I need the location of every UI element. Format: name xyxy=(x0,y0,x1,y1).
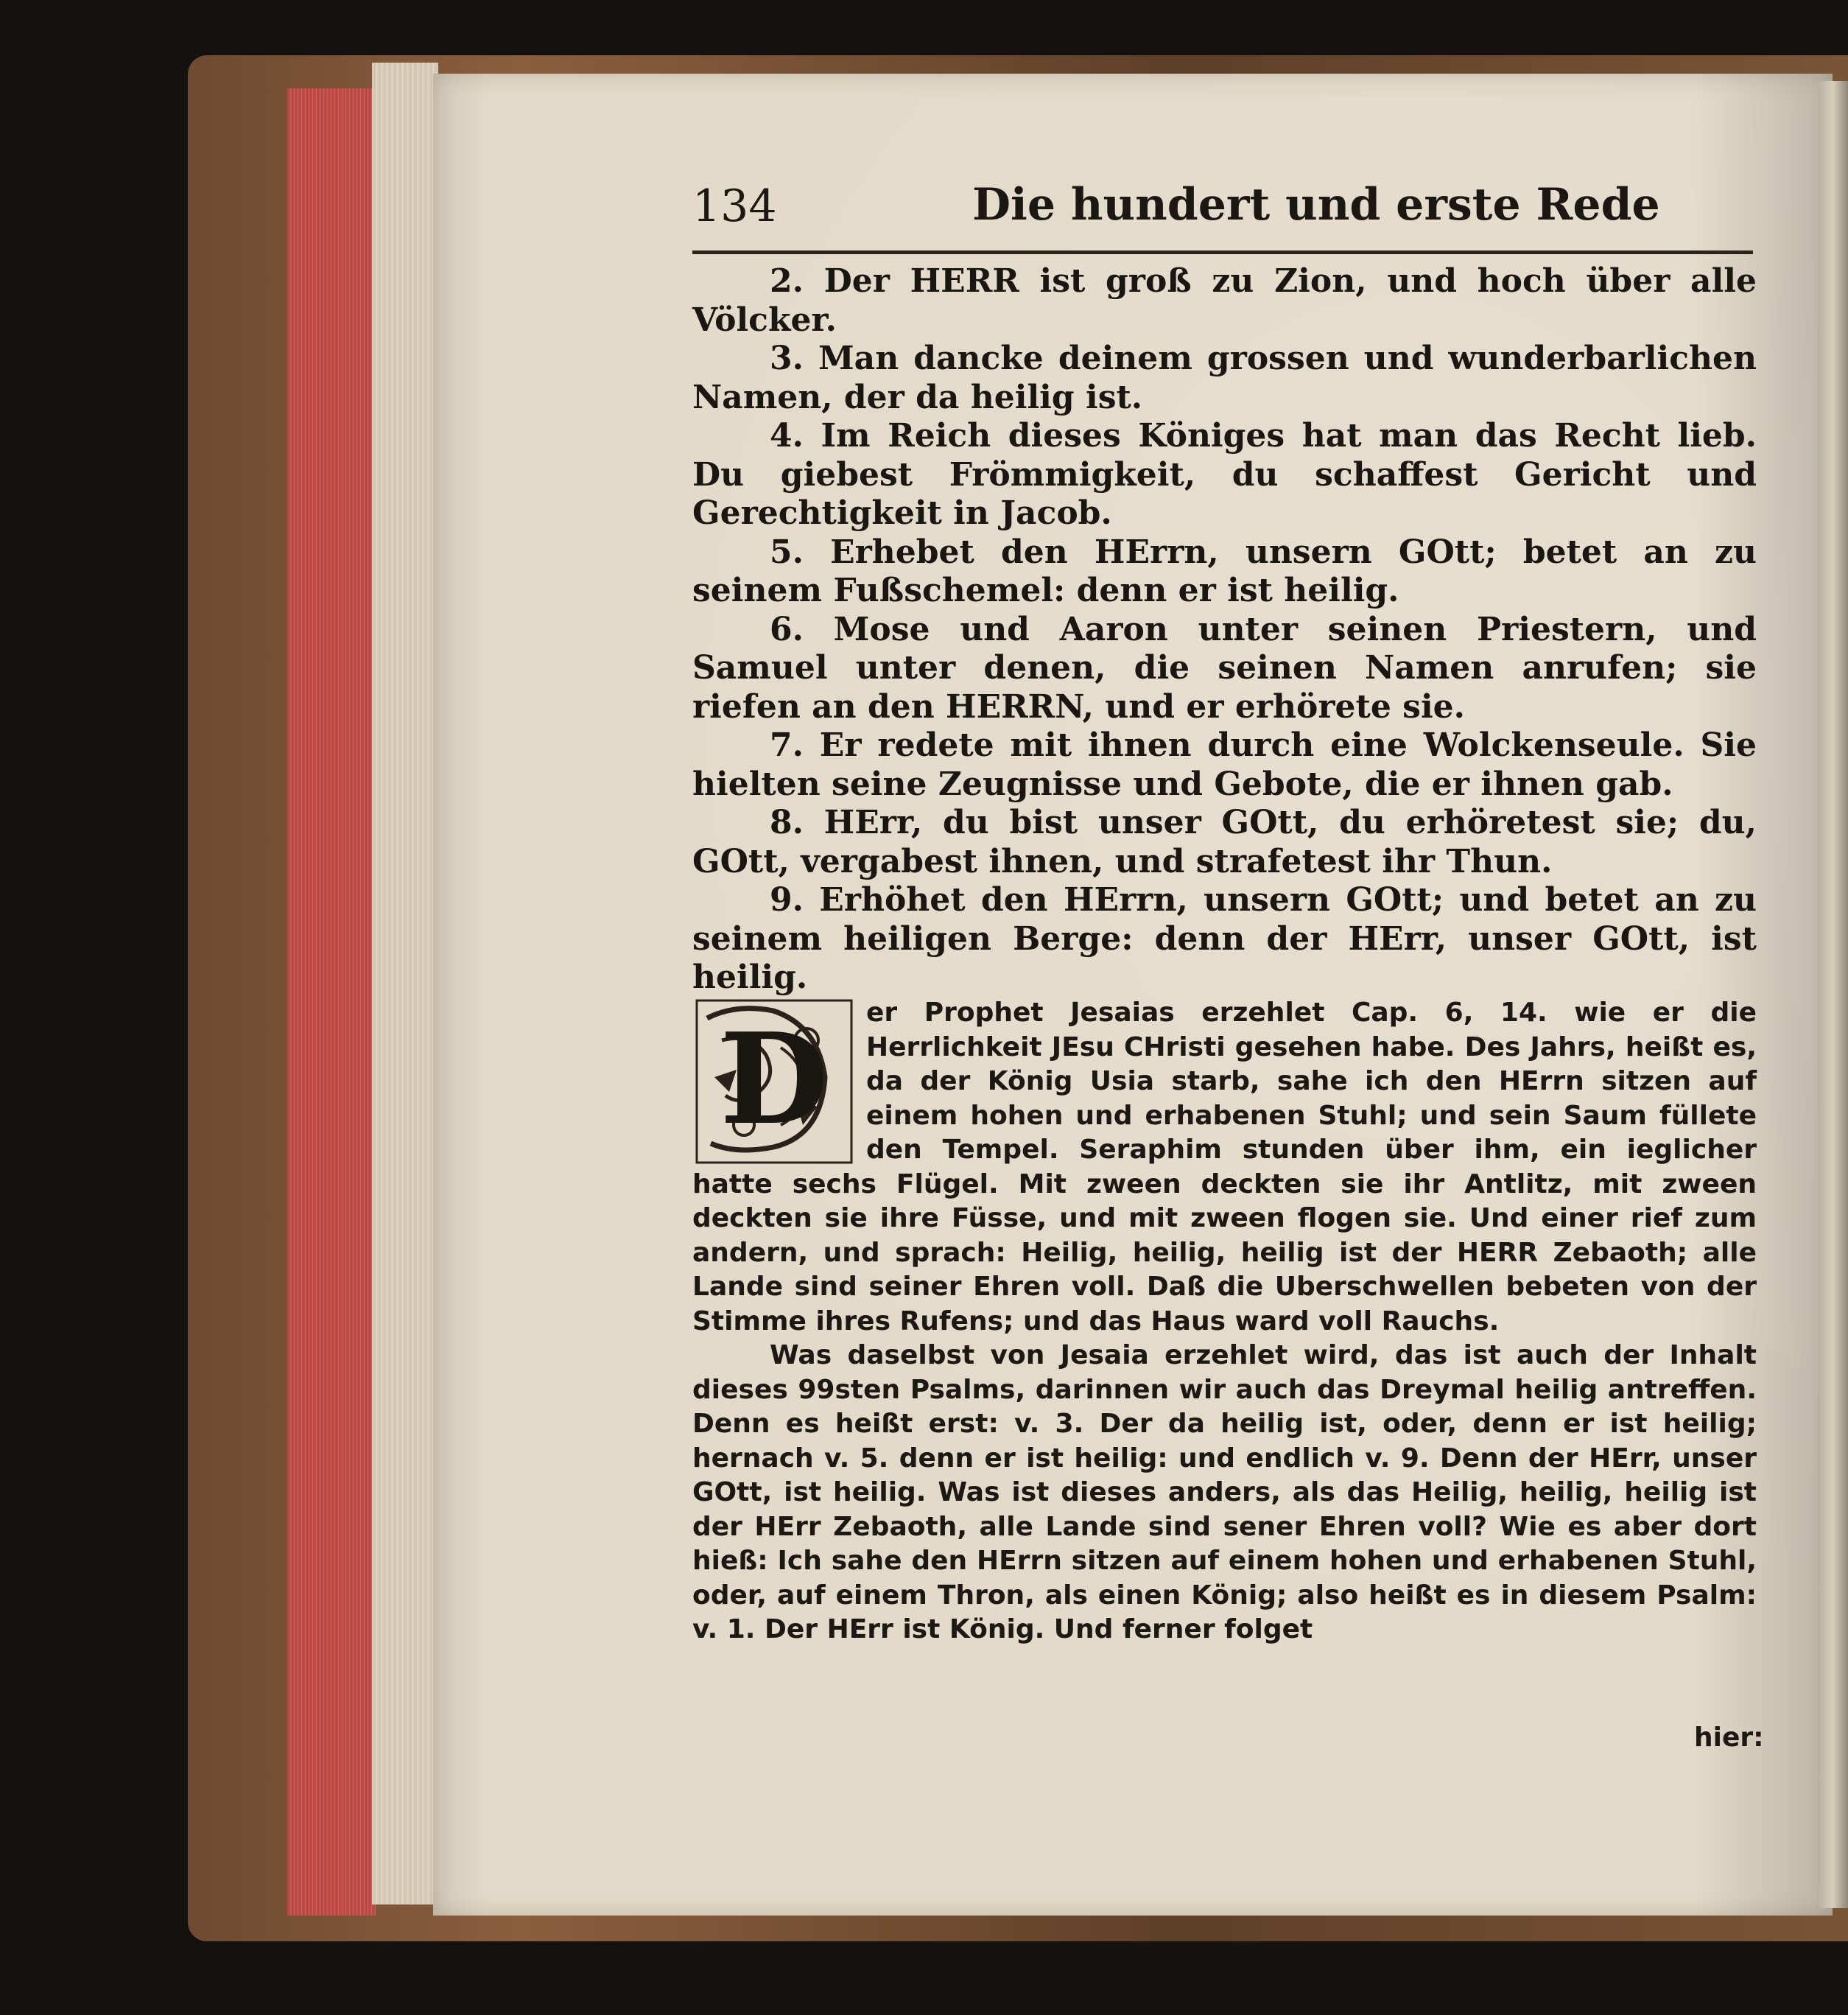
page-stack xyxy=(372,63,438,1904)
verse: 4. Im Reich dieses Königes hat man das Recht lieb. Du giebest Frömmigkeit, du schaffest Gericht und Gerechtigkeit in Jacob. xyxy=(692,417,1757,532)
verse: 8. HErr, du bist unser GOtt, du erhöretest sie; du, GOtt, vergabest ihnen, und strafetest ihr Thun. xyxy=(692,804,1757,880)
running-head: Die hundert und erste Rede xyxy=(972,179,1660,231)
commentary-paragraph: er Prophet Jesaias erzehlet Cap. 6, 14. wie er die Herrlichkeit JEsu CHristi gesehen habe. Des Jahrs, heißt es, da der König Usia starb, sahe ich den HErrn sitzen auf einem hohen und erhabenen Stuhl; und sein Saum füllete den Tempel. Seraphim stunden über ihm, ein ieglicher hatte sechs Flügel. Mit zween deckten sie ihr Antlitz, mit zween deckten sie ihre Füsse, und mit zween flogen sie. Und einer rief zum andern, und sprach: Heilig, heilig, heilig ist der HERR Zebaoth; alle Lande sind seiner Ehren voll. Daß die Uberschwellen bebeten von der Stimme ihres Rufens; und das Haus ward voll Rauchs. xyxy=(692,998,1757,1336)
page-header xyxy=(692,181,1753,269)
verse: 6. Mose und Aaron unter seinen Priestern, und Samuel unter denen, die seinen Namen anrufen; sie riefen an den HERRN, und er erhörete sie. xyxy=(692,610,1757,726)
commentary-paragraph: Was daselbst von Jesaia erzehlet wird, das ist auch der Inhalt dieses 99sten Psalms, darinnen wir auch das Dreymal heilig antreffen. Denn es heißt erst: v. 3. Der da heilig ist, oder, denn er ist heilig; hernach v. 5. denn er ist heilig: und endlich v. 9. Denn der HErr, unser GOtt, ist heilig. Was ist dieses anders, als das Heilig, heilig, heilig ist der HErr Zebaoth, alle Lande sind sener Ehren voll? Wie es aber dort hieß: Ich sahe den HErrn sitzen auf einem hohen und erhabenen Stuhl, oder, auf einem Thron, als einen König; also heißt es in diesem Psalm: v. 1. Der HErr ist König. Und ferner folget xyxy=(692,1340,1757,1644)
verse: 5. Erhebet den HErrn, unsern GOtt; betet an zu seinem Fußschemel: denn er ist heilig. xyxy=(692,533,1757,609)
psalm-verses xyxy=(692,262,1757,998)
header-rule xyxy=(692,250,1753,254)
verse: 7. Er redete mit ihnen durch eine Wolckenseule. Sie hielten seine Zeugnisse und Gebote, die er ihnen gab. xyxy=(692,726,1757,803)
gutter-shadow xyxy=(1818,81,1848,1908)
drop-cap-letter: D xyxy=(720,1006,829,1153)
verse: 9. Erhöhet den HErrn, unsern GOtt; und betet an zu seinem heiligen Berge: denn der HErr, unser GOtt, ist heilig. xyxy=(692,881,1757,996)
page-number: 134 xyxy=(692,181,777,232)
red-page-edges xyxy=(287,88,376,1916)
commentary xyxy=(692,996,1757,1647)
drop-cap-initial xyxy=(692,996,856,1167)
verse: 3. Man dancke deinem grossen und wunderbarlichen Namen, der da heilig ist. xyxy=(692,340,1757,416)
catchword: hier: xyxy=(1694,1723,1764,1753)
verse: 2. Der HERR ist groß zu Zion, und hoch über alle Völcker. xyxy=(692,262,1757,339)
